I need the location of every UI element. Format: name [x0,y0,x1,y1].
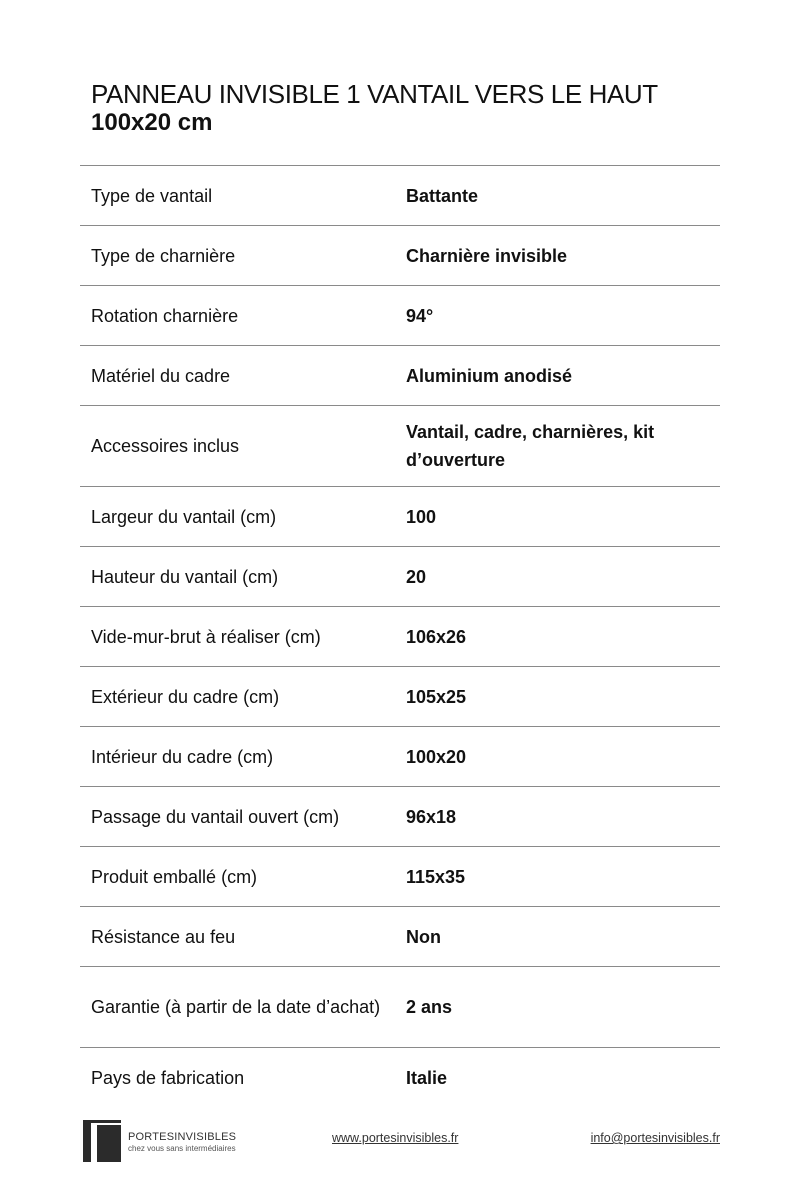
spec-label: Accessoires inclus [80,406,406,487]
spec-value: 94° [406,286,720,346]
spec-value: Battante [406,166,720,226]
product-dimensions: 100x20 cm [91,109,213,136]
brand-tagline: chez vous sans intermédiaires [128,1144,236,1153]
spec-value: Non [406,907,720,967]
email-link[interactable]: info@portesinvisibles.fr [590,1131,720,1145]
spec-value: 2 ans [406,967,720,1048]
spec-label: Rotation charnière [80,286,406,346]
page-title: PANNEAU INVISIBLE 1 VANTAIL VERS LE HAUT [91,79,658,109]
brand-name-part2: INVISIBLES [174,1131,237,1143]
table-row [80,286,720,346]
brand-name-part1: PORTES [128,1131,175,1143]
spec-label: Hauteur du vantail (cm) [80,547,406,607]
table-row [80,487,720,547]
spec-label: Largeur du vantail (cm) [80,487,406,547]
spec-label: Résistance au feu [80,907,406,967]
table-row [80,667,720,727]
footer [80,1118,720,1164]
brand-name [128,1131,236,1143]
table-row [80,847,720,907]
spec-value: 20 [406,547,720,607]
spec-value: Aluminium anodisé [406,346,720,406]
spec-label: Garantie (à partir de la date d’achat) [80,967,406,1048]
table-row [80,1048,720,1108]
spec-label: Type de vantail [80,166,406,226]
spec-label: Pays de fabrication [91,1067,245,1088]
table-row [80,967,720,1048]
spec-label: Type de charnière [80,226,406,286]
spec-label: Intérieur du cadre (cm) [80,727,406,787]
table-row [80,727,720,787]
table-row [80,406,720,487]
spec-label: Extérieur du cadre (cm) [80,667,406,727]
spec-value: Italie [406,1067,448,1088]
spec-value: Vantail, cadre, charnières, kit d’ouverture [406,406,720,487]
table-row [80,547,720,607]
spec-label: Produit emballé (cm) [80,847,406,907]
brand-logo [83,1120,283,1162]
table-row [80,607,720,667]
table-row [80,907,720,967]
spec-value: Charnière invisible [406,226,720,286]
spec-value: 106x26 [406,607,720,667]
table-row [80,787,720,847]
spec-value: 100 [406,487,720,547]
spec-label: Matériel du cadre [80,346,406,406]
spec-label: Passage du vantail ouvert (cm) [80,787,406,847]
door-logo-icon [83,1120,121,1162]
table-row [80,226,720,286]
table-row [80,166,720,226]
spec-table [80,165,720,1108]
table-row [80,346,720,406]
spec-value: 96x18 [406,787,720,847]
spec-value: 105x25 [406,667,720,727]
spec-value: 115x35 [406,847,720,907]
website-link[interactable]: www.portesinvisibles.fr [332,1131,459,1145]
spec-value: 100x20 [406,727,720,787]
spec-label: Vide-mur-brut à réaliser (cm) [80,607,406,667]
